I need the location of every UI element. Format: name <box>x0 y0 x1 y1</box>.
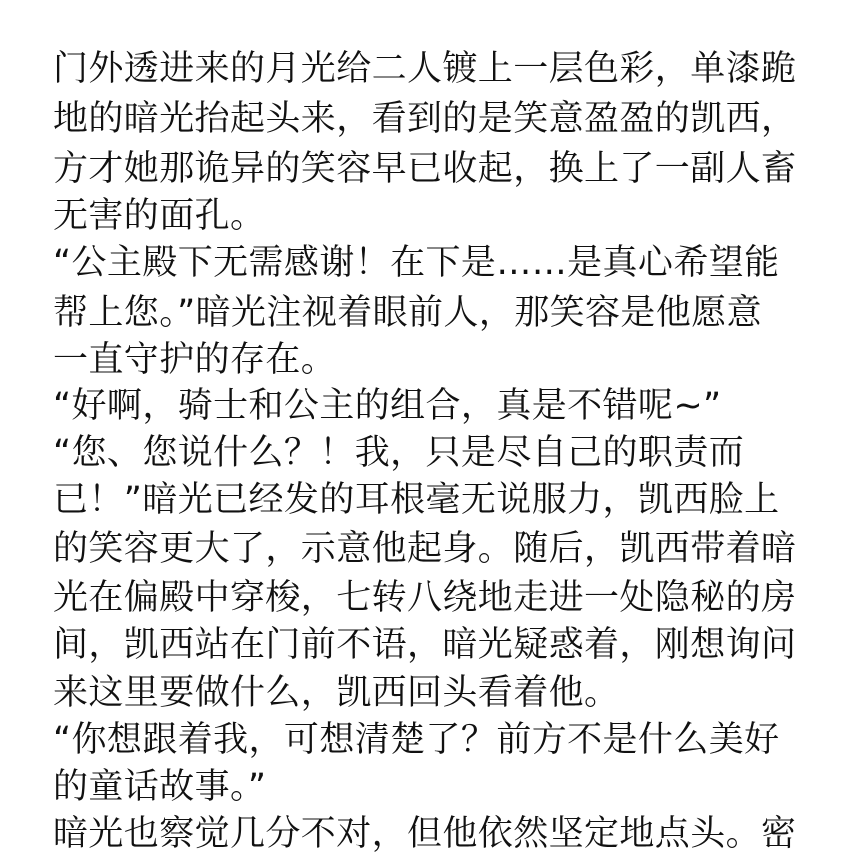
text-line: “好啊，骑士和公主的组合，真是不错呢~” <box>53 386 722 426</box>
text-line: 光在偏殿中穿梭，七转八绕地走进一处隐秘的房 <box>53 578 797 618</box>
text-line: 暗光也察觉几分不对，但他依然坚定地点头。密 <box>53 814 797 854</box>
text-line: 一直守护的存在。 <box>53 340 337 380</box>
text-line: 无害的面孔。 <box>53 196 266 236</box>
text-line: “您、您说什么？！我，只是尽自己的职责而 <box>53 433 745 473</box>
text-line: 间，凯西站在门前不语，暗光疑惑着，刚想询问 <box>53 625 797 665</box>
text-line: 帮上您。”暗光注视着眼前人，那笑容是他愿意 <box>53 293 763 333</box>
text-line: “你想跟着我，可想清楚了？前方不是什么美好 <box>53 720 780 760</box>
text-line: 门外透进来的月光给二人镀上一层色彩，单漆跪 <box>53 49 797 89</box>
text-line: 方才她那诡异的笑容早已收起，换上了一副人畜 <box>53 149 797 189</box>
text-line: 地的暗光抬起头来，看到的是笑意盈盈的凯西， <box>53 99 797 139</box>
text-line: 来这里要做什么，凯西回头看着他。 <box>53 673 620 713</box>
text-line: 已！”暗光已经发的耳根毫无说服力，凯西脸上 <box>53 480 780 520</box>
text-line: 的童话故事。” <box>53 767 267 807</box>
text-line: “公主殿下无需感谢！在下是……是真心希望能 <box>53 243 780 283</box>
text-line: 的笑容更大了，示意他起身。随后，凯西带着暗 <box>53 529 797 569</box>
